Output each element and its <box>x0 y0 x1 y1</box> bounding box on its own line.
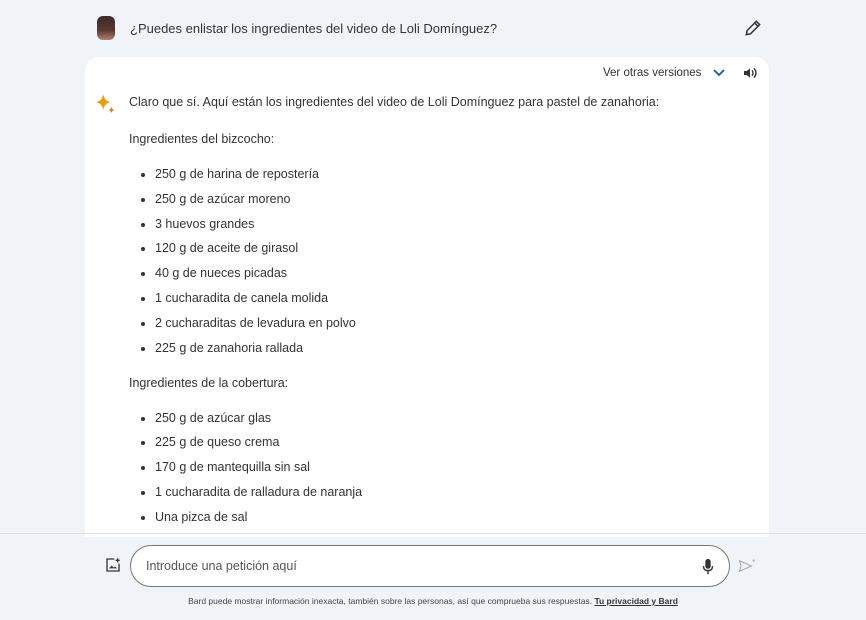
chevron-down-icon <box>713 69 725 77</box>
section-title: Ingredientes de la cobertura: <box>129 375 289 390</box>
list-item: • 1 cucharadita de ralladura de naranja <box>155 484 749 500</box>
avatar <box>97 16 115 40</box>
versions-label: Ver otras versiones <box>603 67 702 79</box>
list-item: • 225 g de queso crema <box>155 434 749 450</box>
list-item: • 120 g de aceite de girasol <box>155 240 749 256</box>
response-body <box>129 94 749 537</box>
other-versions-button[interactable] <box>603 67 725 79</box>
list-item: • 250 g de harina de repostería <box>155 166 749 182</box>
response-intro: Claro que sí. Aquí están los ingredientes del video de Loli Domínguez para pastel de zanahoria: <box>129 95 660 109</box>
edit-pencil-icon[interactable] <box>743 18 763 38</box>
prompt-text: ¿Puedes enlistar los ingredientes del video de Loli Domínguez? <box>130 20 498 36</box>
user-prompt <box>95 14 775 42</box>
add-image-icon[interactable] <box>105 557 121 573</box>
prompt-input[interactable] <box>130 545 730 587</box>
list-item: • 2 cucharaditas de levadura en polvo <box>155 315 749 331</box>
disclaimer <box>0 596 866 606</box>
microphone-icon[interactable] <box>701 558 715 576</box>
send-icon[interactable] <box>738 558 756 574</box>
list-item: • 1 cucharadita de canela molida <box>155 290 749 306</box>
response-card <box>85 57 769 537</box>
list-item: • 250 g de azúcar moreno <box>155 191 749 207</box>
ingredient-list <box>155 166 749 356</box>
list-item: • 170 g de mantequilla sin sal <box>155 459 749 475</box>
ingredient-list <box>155 410 749 525</box>
list-item: • 40 g de nueces picadas <box>155 265 749 281</box>
prompt-placeholder: Introduce una petición aquí <box>146 559 297 573</box>
speaker-icon[interactable] <box>742 65 758 81</box>
section-title: Ingredientes del bizcocho: <box>129 132 275 146</box>
list-item: • Una pizca de sal <box>155 509 749 525</box>
disclaimer-text: Bard puede mostrar información inexacta, también sobre las personas, así que comprueba sus respuestas. <box>188 596 593 606</box>
list-item: • 250 g de azúcar glas <box>155 410 749 426</box>
divider <box>0 533 866 534</box>
privacy-link[interactable]: Tu privacidad y Bard <box>594 596 678 606</box>
bard-sparkle-icon <box>95 93 117 115</box>
list-item: • 3 huevos grandes <box>155 216 749 232</box>
list-item: • 225 g de zanahoria rallada <box>155 340 749 356</box>
